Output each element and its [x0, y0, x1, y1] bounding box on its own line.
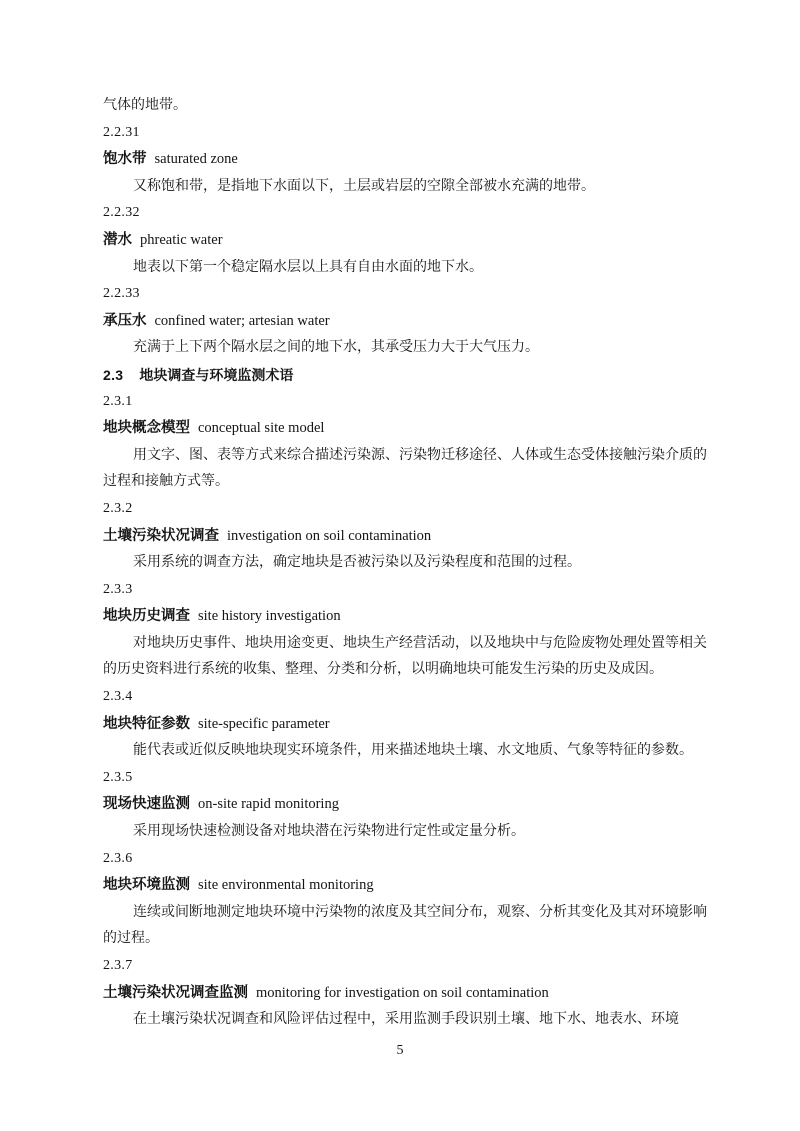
- term-english: investigation on soil contamination: [227, 527, 432, 544]
- clause-number: 2.2.33: [103, 286, 140, 302]
- clause-number: 2.3.5: [103, 769, 133, 785]
- clause-number: 2.3.3: [103, 581, 133, 597]
- section-title: 地块调查与环境监测术语: [139, 366, 294, 383]
- term-english: saturated zone: [154, 151, 238, 168]
- term-line: [103, 603, 707, 631]
- term-english: confined water; artesian water: [154, 312, 330, 329]
- section-number: 2.3: [103, 366, 124, 383]
- term-entry: [103, 577, 707, 684]
- term-definition: 能代表或近似反映地块现实环境条件，用来描述地块土壤、水文地质、气象等特征的参数。: [133, 743, 693, 759]
- clause-number: 2.2.32: [103, 205, 140, 221]
- term-definition: 连续或间断地测定地块环境中污染物的浓度及其空间分布，观察、分析其变化及其对环境影响的过程。: [103, 904, 707, 947]
- term-line: [103, 711, 707, 739]
- term-chinese: 现场快速监测: [103, 796, 190, 813]
- term-english: conceptual site model: [198, 420, 325, 437]
- term-definition: 用文字、图、表等方式来综合描述污染源、污染物迁移途径、人体或生态受体接触污染介质的过程和接触方式等。: [103, 447, 707, 490]
- clause-number: 2.2.31: [103, 124, 140, 140]
- term-definition: 在土壤污染状况调查和风险评估过程中，采用监测手段识别土壤、地下水、地表水、环境: [133, 1012, 679, 1028]
- term-line: [103, 980, 707, 1008]
- term-line: [103, 415, 707, 443]
- term-english: site environmental monitoring: [198, 877, 374, 894]
- term-definition: 地表以下第一个稳定隔水层以上具有自由水面的地下水。: [133, 259, 483, 275]
- term-chinese: 地块概念模型: [103, 420, 190, 437]
- term-entry: [103, 281, 707, 362]
- page-number: 5: [396, 1043, 404, 1058]
- term-chinese: 土壤污染状况调查: [103, 527, 219, 544]
- term-entry: [103, 765, 707, 846]
- clause-number: 2.3.4: [103, 689, 133, 705]
- continuation-text: 气体的地带。: [103, 98, 187, 113]
- term-line: [103, 872, 707, 900]
- term-chinese: 承压水: [103, 312, 147, 329]
- term-chinese: 地块环境监测: [103, 877, 190, 894]
- term-entry: [103, 684, 707, 765]
- term-definition: 又称饱和带，是指地下水面以下，土层或岩层的空隙全部被水充满的地带。: [133, 178, 595, 194]
- term-definition: 采用系统的调查方法，确定地块是否被污染以及污染程度和范围的过程。: [133, 555, 581, 571]
- term-line: [103, 146, 707, 174]
- term-chinese: 潜水: [103, 231, 132, 248]
- term-line: [103, 523, 707, 551]
- term-english: site history investigation: [198, 608, 341, 625]
- term-english: monitoring for investigation on soil contamination: [256, 984, 549, 1001]
- page-body-text: [103, 93, 707, 1061]
- term-definition: 采用现场快速检测设备对地块潜在污染物进行定性或定量分析。: [133, 824, 525, 840]
- term-english: phreatic water: [140, 231, 223, 248]
- section-heading: [103, 362, 707, 389]
- term-english: site-specific parameter: [198, 715, 330, 732]
- term-entry: [103, 200, 707, 281]
- term-entry: [103, 389, 707, 496]
- term-entry: [103, 120, 707, 201]
- term-chinese: 土壤污染状况调查监测: [103, 984, 248, 1001]
- term-line: [103, 227, 707, 255]
- clause-number: 2.3.2: [103, 500, 133, 516]
- term-entry: [103, 953, 707, 1034]
- term-entry: [103, 846, 707, 953]
- clause-number: 2.3.7: [103, 958, 133, 973]
- term-chinese: 地块历史调查: [103, 608, 190, 625]
- term-line: [103, 791, 707, 819]
- clause-number: 2.3.1: [103, 393, 133, 409]
- term-entry: [103, 496, 707, 577]
- term-definition: 对地块历史事件、地块用途变更、地块生产经营活动，以及地块中与危险废物处理处置等相关的历史资料进行系统的收集、整理、分类和分析，以明确地块可能发生污染的历史及成因。: [103, 635, 707, 678]
- term-chinese: 饱水带: [103, 151, 147, 168]
- term-line: [103, 308, 707, 336]
- clause-number: 2.3.6: [103, 850, 133, 866]
- term-chinese: 地块特征参数: [103, 715, 190, 732]
- term-definition: 充满于上下两个隔水层之间的地下水，其承受压力大于大气压力。: [133, 340, 539, 356]
- term-english: on-site rapid monitoring: [198, 796, 339, 813]
